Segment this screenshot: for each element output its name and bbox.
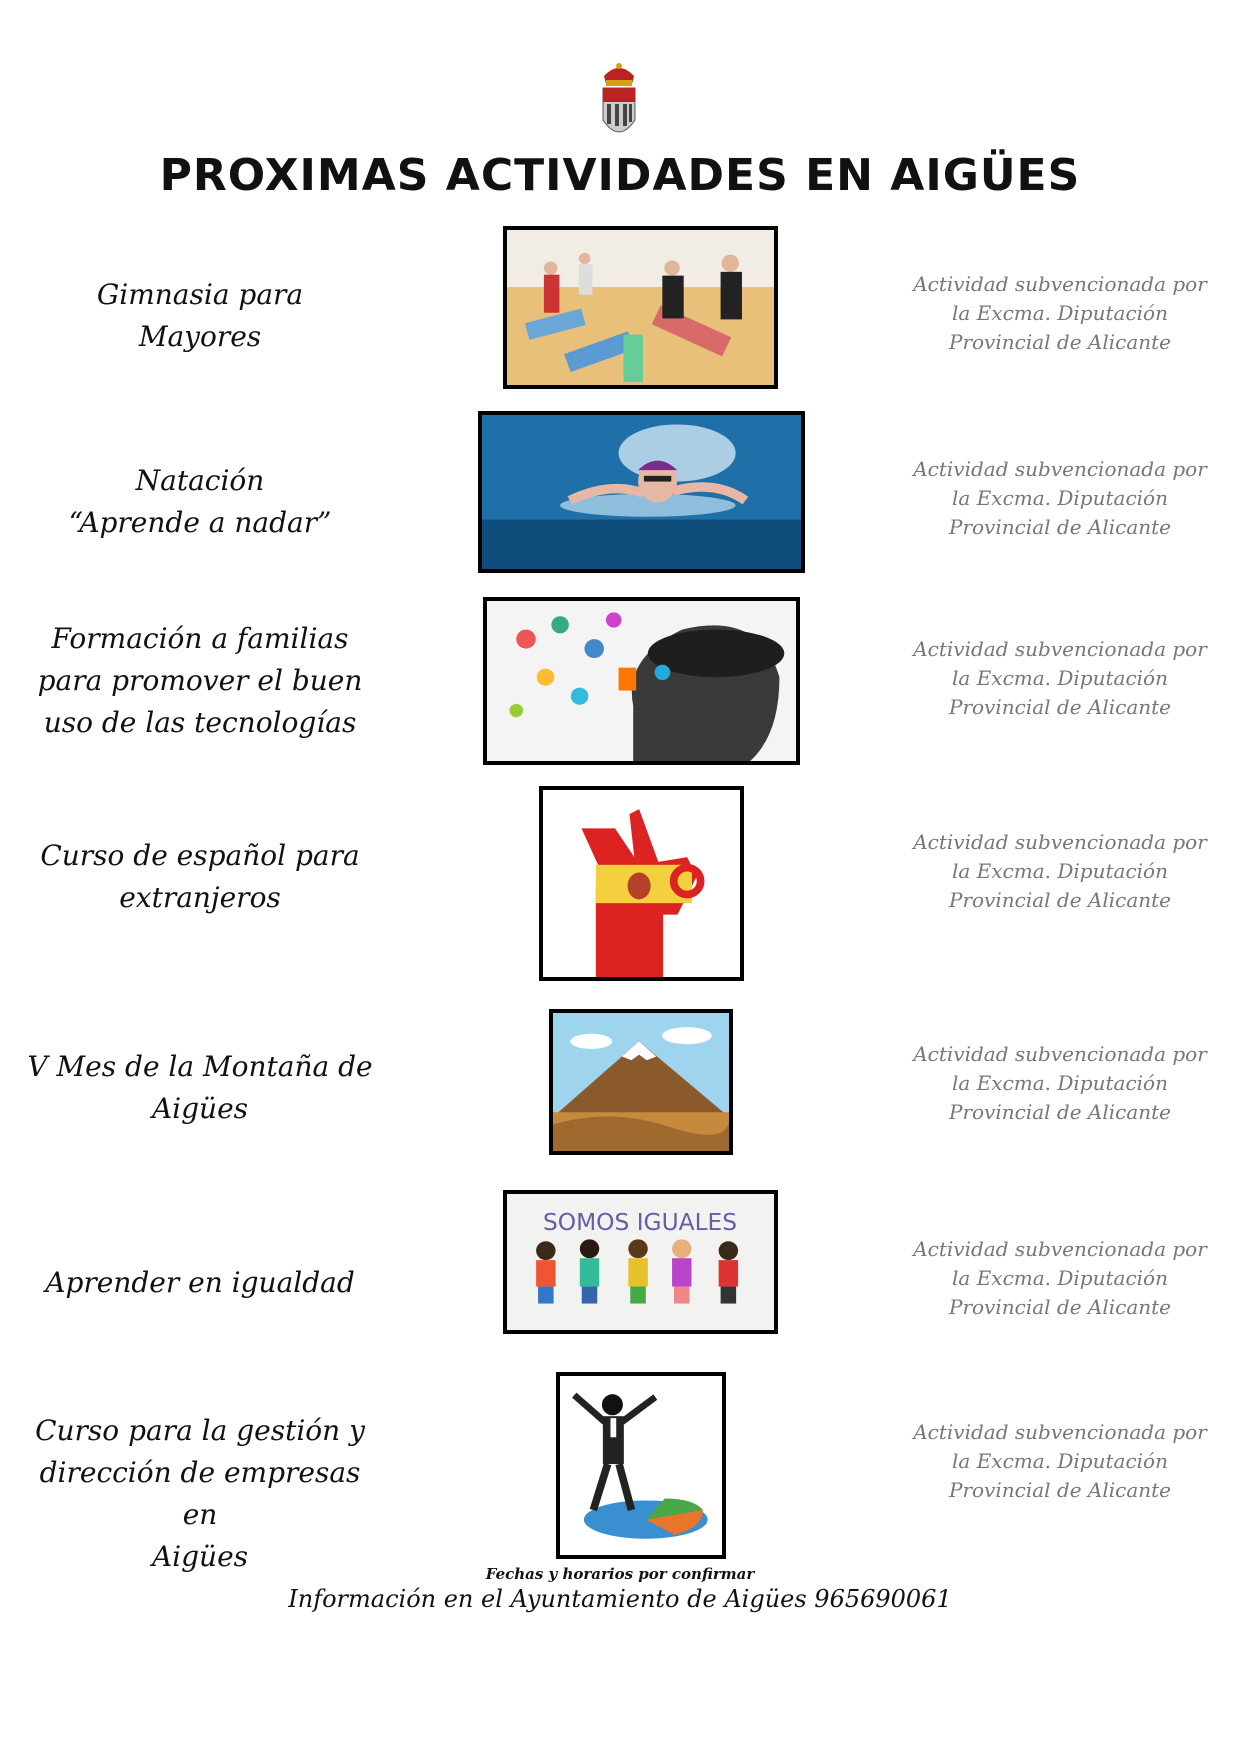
activity-title: Gimnasia para Mayores [96,278,304,353]
activity-title: Natación “Aprende a nadar” [68,464,332,539]
activity-title: Curso de español para extranjeros [40,839,360,914]
spanish-flag-hand-photo [539,786,744,981]
contact-info: Información en el Ayuntamiento de Aigües 965690061 [288,1585,952,1613]
activity-title: V Mes de la Montaña de Aigües [27,1050,373,1125]
somos-iguales-illustration [503,1190,778,1334]
technology-head-photo [483,597,800,765]
mountain-illustration [549,1009,733,1155]
business-chart-illustration [556,1372,726,1559]
activity-title: Aprender en igualdad [45,1266,355,1299]
subsidy-note: Actividad subvencionada por la Excma. Diputación Provincial de Alicante [913,457,1207,539]
subsidy-note: Actividad subvencionada por la Excma. Diputación Provincial de Alicante [913,830,1207,912]
subsidy-note: Actividad subvencionada por la Excma. Diputación Provincial de Alicante [913,272,1207,354]
subsidy-note: Actividad subvencionada por la Excma. Diputación Provincial de Alicante [913,1042,1207,1124]
schedule-note: Fechas y horarios por confirmar [485,1565,755,1583]
activity-title: Formación a familias para promover el buen uso de las tecnologías [37,622,363,739]
subsidy-note: Actividad subvencionada por la Excma. Diputación Provincial de Alicante [913,637,1207,719]
seniors-gymnastics-photo [503,226,778,389]
swimmer-photo [478,411,805,573]
activity-title: Curso para la gestión y dirección de empresas en Aigües [35,1414,365,1573]
page-title: PROXIMAS ACTIVIDADES EN AIGÜES [159,150,1081,201]
subsidy-note: Actividad subvencionada por la Excma. Diputación Provincial de Alicante [913,1237,1207,1319]
somos-iguales-text: SOMOS IGUALES [542,1210,738,1236]
municipal-crest-logo [598,58,640,146]
subsidy-note: Actividad subvencionada por la Excma. Diputación Provincial de Alicante [913,1420,1207,1502]
